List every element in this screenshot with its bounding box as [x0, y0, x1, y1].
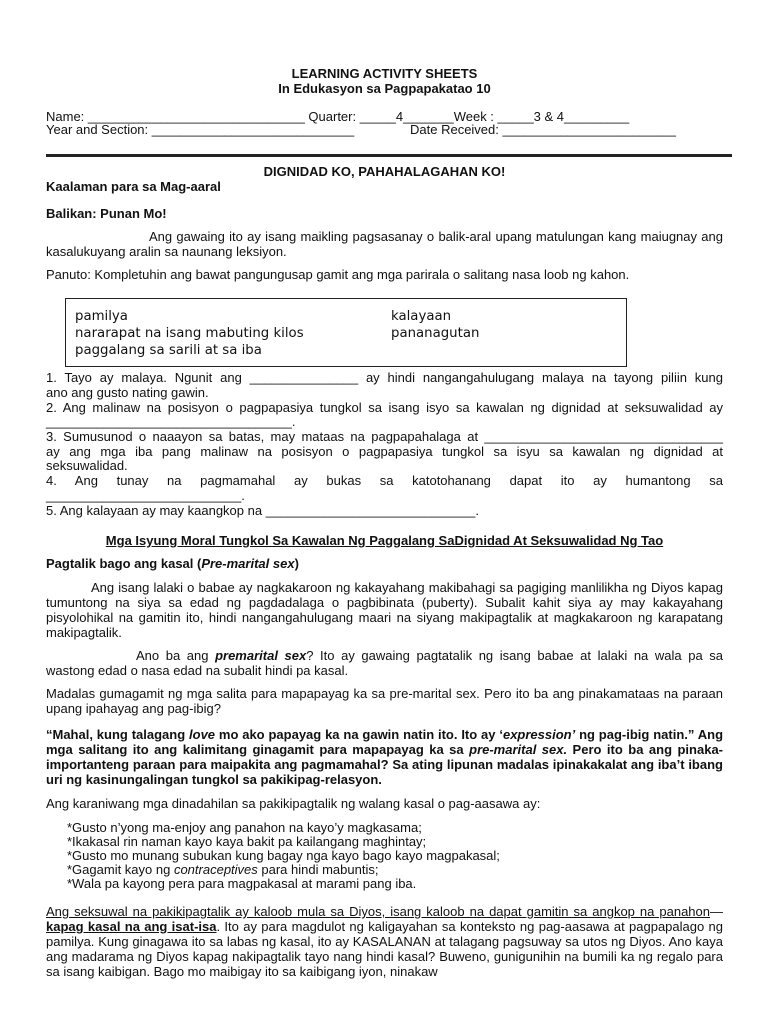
- section-title: DIGNIDAD KO, PAHAHALAGAHAN KO!: [263, 164, 506, 179]
- word-option: paggalang sa sarili at sa iba: [75, 343, 262, 358]
- item-2-blank: __________________________________.: [46, 414, 296, 429]
- reason-item: *Wala pa kayong pera para magpakasal at marami pang iba.: [67, 876, 417, 891]
- item-3: 3. Sumusunod o naaayon sa batas, may mataas na pagpapahalaga at _________________________________: [46, 429, 723, 444]
- reason-item: *Gusto mo munang subukan kung bagay nga kayo bago kayo magpakasal;: [67, 848, 500, 863]
- pagtalik-heading: Pagtalik bago ang kasal (Pre-marital sex): [46, 556, 299, 571]
- balikan-heading: Balikan: Punan Mo!: [46, 206, 167, 221]
- sheet-title: LEARNING ACTIVITY SHEETS: [291, 66, 478, 81]
- item-1: 1. Tayo ay malaya. Ngunit ang _______________ ay hindi nangangahulugang malaya na tayong piliin kung: [46, 370, 723, 385]
- date-received-line: Date Received: ________________________: [410, 122, 677, 137]
- paragraph-2: Ano ba ang premarital sex? Ito ay gawaing pagtatalik ng isang babae at lalaki na wala pa sa wastong edad o nasa edad na subalit hindi pa kasal.: [46, 648, 724, 678]
- item-4: 4. Ang tunay na pagmamahal ay bukas sa katotohanang dapat ito ay humantong sa: [46, 473, 723, 488]
- item-5: 5. Ang kalayaan ay may kaangkop na _____________________________.: [46, 503, 479, 518]
- word-option: pananagutan: [391, 326, 480, 341]
- intro-paragraph: Ang gawaing ito ay isang maikling pagsasanay o balik-aral upang matulungan kang maiugnay ang kasalukuyang aralin sa naunang leksiyon.: [46, 229, 723, 259]
- word-option: pamilya: [75, 309, 128, 324]
- final-paragraph: Ang seksuwal na pakikipagtalik ay kaloob mula sa Diyos, isang kaloob na dapat gamitin sa angkop na panahon—kapag kasal na ang isat-isa. Ito ay para magdulot ng kaligayahan sa konteksto ng pag-aasawa at pagpapalago ng pamilya. Kung ginagawa ito sa labas ng kasal, ito ay KASALANAN at talagang pagsuway sa utos ng Diyos. Ano kaya ang madarama ng Diyos kapag nakipagtalik tayo nang hindi kasal? Buweno, gunigunihin na bumili ka ng regalo para sa isang kaibigan. Bago mo maibigay ito sa kaibigang iyon, ninakaw: [46, 904, 724, 979]
- item-1-cont: ano ang gusto nating gawin.: [46, 385, 209, 400]
- item-4-blank: ___________________________.: [46, 488, 245, 503]
- reason-item: *Gusto n’yong ma-enjoy ang panahon na kayo’y magkasama;: [67, 820, 422, 835]
- header-divider: [46, 154, 732, 157]
- word-option: kalayaan: [391, 309, 452, 324]
- reason-item: *Gagamit kayo ng contraceptives para hindi mabuntis;: [67, 862, 379, 877]
- dahilan-intro: Ang karaniwang mga dinadahilan sa pakikipagtalik ng walang kasal o pag-aasawa ay:: [46, 796, 541, 811]
- reason-item: *Ikakasal rin naman kayo kaya bakit pa kailangang maghintay;: [67, 834, 427, 849]
- year-section-line: Year and Section: ____________________________: [46, 122, 355, 137]
- word-option: nararapat na isang mabuting kilos: [75, 326, 304, 341]
- item-3-cont: ay ang mga iba pang malinaw na posisyon o pagpapasiya tungkol sa isyu sa kawalan ng dignidad at: [46, 444, 723, 459]
- name-quarter-week-line: Name: ______________________________ Quarter: _____4_______Week : _____3 & 4_________: [46, 109, 630, 124]
- kaalaman-heading: Kaalaman para sa Mag-aaral: [46, 179, 221, 194]
- word-bank-box: [65, 298, 627, 367]
- paragraph-3: Madalas gumagamit ng mga salita para mapapayag ka sa pre-marital sex. Pero ito ba ang pinakamataas na paraan upang ipahayag ang pag-ibig?: [46, 686, 723, 716]
- sheet-subtitle: In Edukasyon sa Pagpapakatao 10: [278, 81, 491, 96]
- item-3-cont2: seksuwalidad.: [46, 458, 128, 473]
- moral-issues-title: Mga Isyung Moral Tungkol Sa Kawalan Ng Paggalang SaDignidad At Seksuwalidad Ng Tao: [105, 533, 664, 548]
- quote-paragraph: “Mahal, kung talagang love mo ako papayag ka na gawin natin ito. Ito ay ‘expression’ ng pag-ibig natin.” Ang mga salitang ito ang kalimitang ginagamit para mapapayag ka sa pre-marital sex. Pero ito ba ang pinaka-importanteng paraan para maipakita ang pagmamahal? Sa ating lipunan madalas ipinakakalat ang iba’t ibang uri ng kasinungalingan tungkol sa pakikipag-relasyon.: [46, 727, 724, 787]
- paragraph-1: Ang isang lalaki o babae ay nagkakaroon ng kakayahang makibahagi sa pagiging manlilikha ng Diyos kapag tumuntong na siya sa edad ng pagdadalaga o pagbibinata (puberty). Subalit kahit siya ay may kakayahang pisyolohikal na gamitin ito, hindi nangangahulugang maari na siyang makipagtalik at magkakaroon ng karapatang makipagtalik.: [46, 580, 723, 640]
- item-2: 2. Ang malinaw na posisyon o pagpapasiya tungkol sa isang isyo sa kawalan ng dignidad at seksuwalidad ay: [46, 400, 723, 415]
- panuto-instruction: Panuto: Kompletuhin ang bawat pangungusap gamit ang mga parirala o salitang nasa loob ng kahon.: [46, 267, 630, 282]
